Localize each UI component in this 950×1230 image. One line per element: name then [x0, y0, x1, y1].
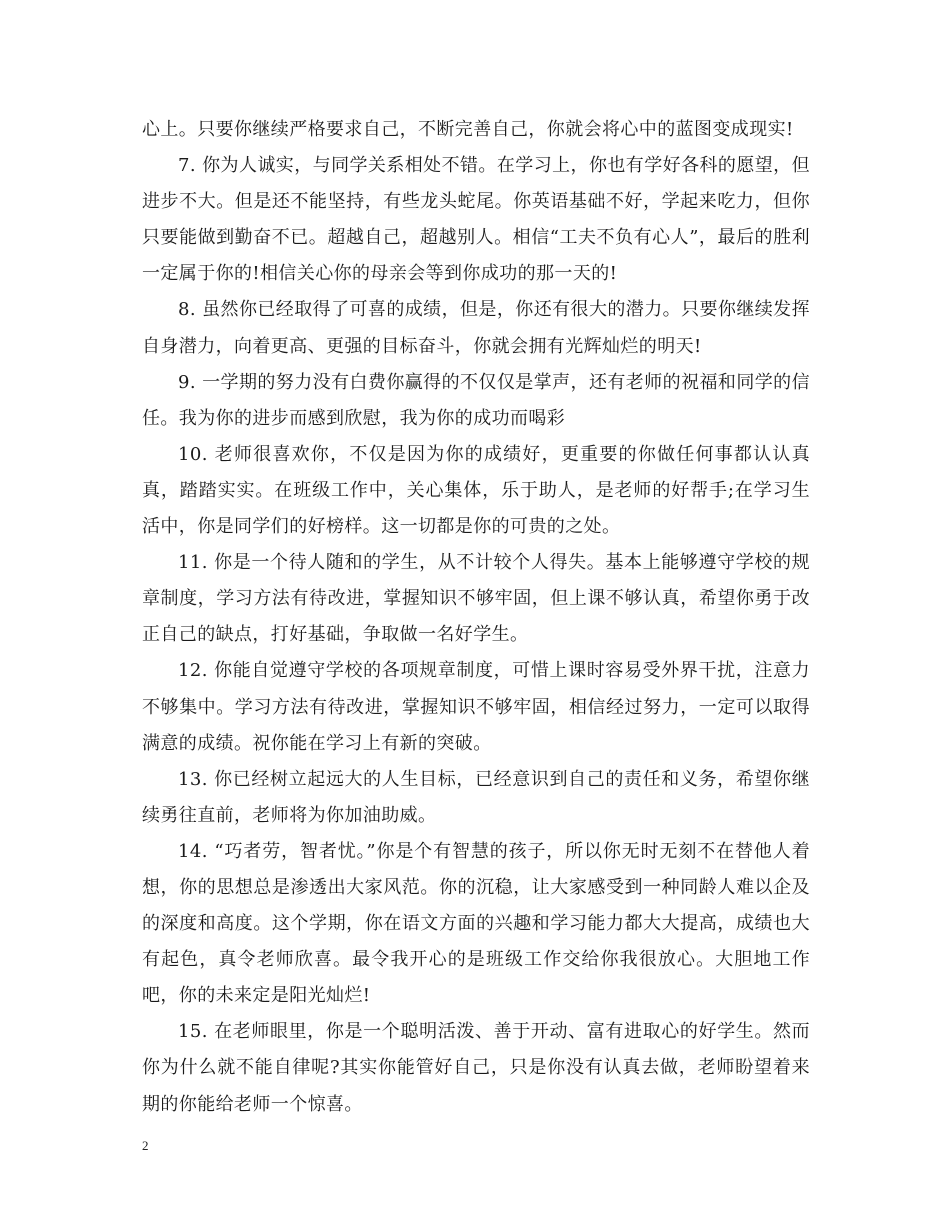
paragraph-item-12: 12. 你能自觉遵守学校的各项规章制度，可惜上课时容易受外界干扰，注意力不够集中。学习方法有待改进，掌握知识不够牢固，相信经过努力，一定可以取得满意的成绩。祝你能在学习上有新的突破。 — [142, 660, 810, 754]
paragraph-item-14: 14. “巧者劳，智者忧。”你是个有智慧的孩子，所以你无时无刻不在替他人着想，你的思想总是渗透出大家风范。你的沉稳，让大家感受到一种同龄人难以企及的深度和高度。这个学期，你在语文方面的兴趣和学习能力都大大提高，成绩也大有起色，真令老师欣喜。最令我开心的是班级工作交给你我很放心。大胆地工作吧，你的未来定是阳光灿烂! — [142, 840, 810, 1007]
paragraph-continuation: 心上。只要你继续严格要求自己，不断完善自己，你就会将心中的蓝图变成现实! — [142, 119, 794, 140]
paragraph-item-10: 10. 老师很喜欢你，不仅是因为你的成绩好，更重要的你做任何事都认认真真，踏踏实实。在班级工作中，关心集体，乐于助人，是老师的好帮手;在学习生活中，你是同学们的好榜样。这一切都是你的可贵的之处。 — [142, 443, 810, 538]
document-body — [142, 112, 810, 1123]
paragraph-item-11: 11. 你是一个待人随和的学生，从不计较个人得失。基本上能够遵守学校的规章制度，学习方法有待改进，掌握知识不够牢固，但上课不够认真，希望你勇于改正自己的缺点，打好基础，争取做一名好学生。 — [142, 552, 810, 646]
paragraph-item-13: 13. 你已经树立起远大的人生目标，已经意识到自己的责任和义务，希望你继续勇往直前，老师将为你加油助威。 — [142, 768, 810, 826]
paragraph-item-15: 15. 在老师眼里，你是一个聪明活泼、善于开动、富有进取心的好学生。然而你为什么就不能自律呢?其实你能管好自己，只是你没有认真去做，老师盼望着来期的你能给老师一个惊喜。 — [142, 1021, 810, 1115]
page-number: 2 — [142, 1138, 149, 1153]
paragraph-item-7: 7. 你为人诚实，与同学关系相处不错。在学习上，你也有学好各科的愿望，但进步不大。但是还不能坚持，有些龙头蛇尾。你英语基础不好，学起来吃力，但你只要能做到勤奋不已。超越自己，超越别人。相信“工夫不负有心人”，最后的胜利一定属于你的!相信关心你的母亲会等到你成功的那一天的! — [142, 155, 810, 285]
paragraph-item-8: 8. 虽然你已经取得了可喜的成绩，但是，你还有很大的潜力。只要你继续发挥自身潜力，向着更高、更强的目标奋斗，你就会拥有光辉灿烂的明天! — [142, 299, 810, 357]
paragraph-item-9: 9. 一学期的努力没有白费你赢得的不仅仅是掌声，还有老师的祝福和同学的信任。我为你的进步而感到欣慰，我为你的成功而喝彩 — [142, 371, 810, 429]
